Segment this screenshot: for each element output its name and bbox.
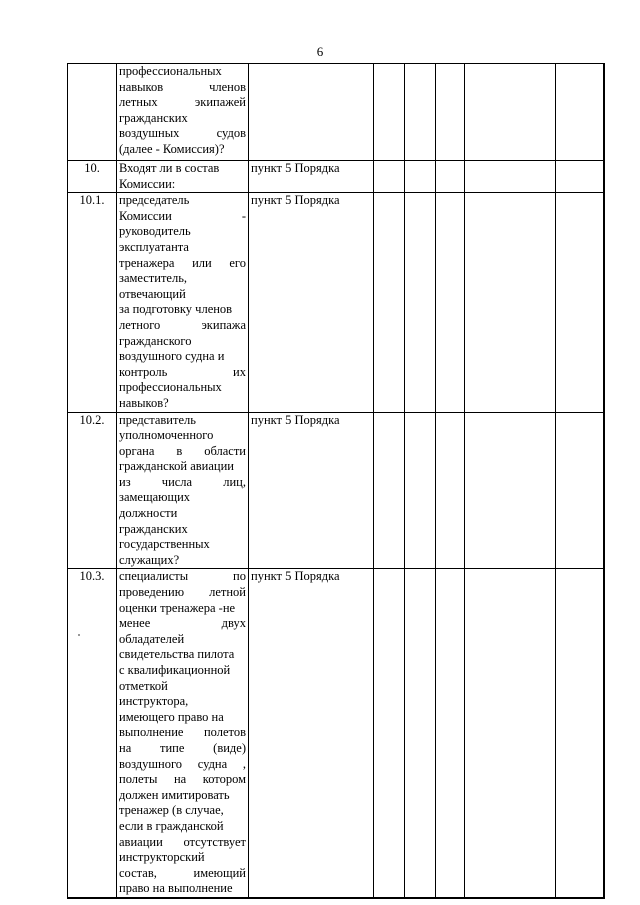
question-text — [117, 412, 249, 569]
comment-cell — [465, 569, 556, 898]
question-line: право на выполнение — [119, 881, 233, 896]
answer-no-cell — [405, 161, 436, 193]
question-line: летных экипажей — [119, 95, 246, 110]
comment-cell — [465, 64, 556, 161]
table-row — [68, 412, 604, 569]
question-line: навыков? — [119, 395, 169, 410]
question-line: состав, имеющий — [119, 865, 246, 880]
comment-cell — [465, 193, 556, 412]
table-row — [68, 161, 604, 193]
question-text — [117, 193, 249, 412]
question-line: контроль их — [119, 364, 246, 379]
legal-reference: пункт 5 Порядка — [249, 569, 374, 898]
notes-cell — [556, 193, 604, 412]
answer-no-cell — [405, 64, 436, 161]
question-line: обладателей — [119, 631, 185, 646]
answer-no-cell — [405, 412, 436, 569]
answer-na-cell — [436, 64, 465, 161]
question-line: если в гражданской — [119, 818, 224, 833]
question-line: отметкой — [119, 678, 168, 693]
question-line: летного экипажа — [119, 317, 246, 332]
question-line: специалисты по — [119, 569, 246, 584]
notes-cell — [556, 412, 604, 569]
table-row — [68, 569, 604, 898]
question-line: гражданских — [119, 521, 188, 536]
legal-reference: пункт 5 Порядка — [249, 161, 374, 193]
answer-yes-cell — [374, 161, 405, 193]
item-number — [68, 64, 117, 161]
question-line: с квалификационной — [119, 663, 231, 677]
notes-cell — [556, 161, 604, 193]
question-line: представитель — [119, 412, 196, 427]
question-line: профессиональных — [119, 380, 222, 395]
question-line: профессиональных — [119, 64, 222, 78]
question-line: эксплуатанта — [119, 239, 189, 254]
question-line: председатель — [119, 193, 190, 208]
question-line: (далее - Комиссия)? — [119, 141, 225, 156]
question-line: имеющего право на — [119, 709, 224, 724]
answer-yes-cell — [374, 193, 405, 412]
question-line: служащих? — [119, 552, 180, 567]
question-line: свидетельства пилота — [119, 647, 235, 662]
question-line: отвечающий — [119, 286, 186, 301]
question-line: тренажера или его — [119, 255, 246, 270]
answer-na-cell — [436, 193, 465, 412]
question-line: проведению летной — [119, 585, 246, 600]
question-line: инструкторский — [119, 850, 205, 865]
question-line: тренажер (в случае, — [119, 803, 224, 818]
answer-yes-cell — [374, 412, 405, 569]
question-line: Комиссии - — [119, 208, 246, 223]
table-row — [68, 193, 604, 412]
question-line: заместитель, — [119, 271, 188, 286]
item-number: 10.3. — [68, 569, 117, 898]
comment-cell — [465, 161, 556, 193]
question-line: должен имитировать — [119, 787, 230, 802]
question-line: гражданского — [119, 333, 192, 348]
question-line: авиации отсутствует — [119, 834, 246, 849]
question-line: уполномоченного — [119, 428, 214, 443]
question-text — [117, 569, 249, 898]
answer-na-cell — [436, 161, 465, 193]
legal-reference: пункт 5 Порядка — [249, 193, 374, 412]
answer-no-cell — [405, 193, 436, 412]
question-line: воздушного судна и — [119, 349, 225, 364]
question-line: гражданских — [119, 110, 188, 125]
question-line: воздушного судна , — [119, 756, 246, 771]
question-line: гражданской авиации — [119, 459, 234, 474]
scan-speck — [78, 634, 80, 636]
answer-yes-cell — [374, 569, 405, 898]
question-line: должности — [119, 506, 178, 521]
question-text — [117, 161, 249, 193]
page-number: 6 — [316, 44, 324, 59]
legal-reference: пункт 5 Порядка — [249, 412, 374, 569]
question-line: за подготовку членов — [119, 302, 233, 317]
question-line: выполнение полетов — [119, 725, 246, 740]
item-number: 10.2. — [68, 412, 117, 569]
question-line: оценки тренажера -не — [119, 600, 236, 615]
answer-na-cell — [436, 569, 465, 898]
answer-yes-cell — [374, 64, 405, 161]
question-text — [117, 64, 249, 161]
question-line: навыков членов — [119, 79, 246, 94]
question-line: на типе (виде) — [119, 740, 246, 755]
item-number: 10. — [68, 161, 117, 193]
comment-cell — [465, 412, 556, 569]
question-line: органа в области — [119, 443, 246, 458]
table-row — [68, 64, 604, 161]
answer-no-cell — [405, 569, 436, 898]
notes-cell — [556, 64, 604, 161]
legal-reference — [249, 64, 374, 161]
notes-cell — [556, 569, 604, 898]
question-line: полеты на котором — [119, 772, 246, 787]
item-number: 10.1. — [68, 193, 117, 412]
question-line: замещающих — [119, 490, 191, 505]
question-line: менее двух — [119, 616, 246, 631]
question-line: Входят ли в состав — [119, 161, 220, 175]
question-line: Комиссии: — [119, 176, 176, 191]
question-line: из числа лиц, — [119, 474, 246, 489]
question-line: инструктора, — [119, 694, 189, 709]
answer-na-cell — [436, 412, 465, 569]
question-line: воздушных судов — [119, 126, 246, 141]
question-line: руководитель — [119, 224, 191, 239]
checklist-table — [67, 63, 605, 899]
question-line: государственных — [119, 537, 210, 552]
